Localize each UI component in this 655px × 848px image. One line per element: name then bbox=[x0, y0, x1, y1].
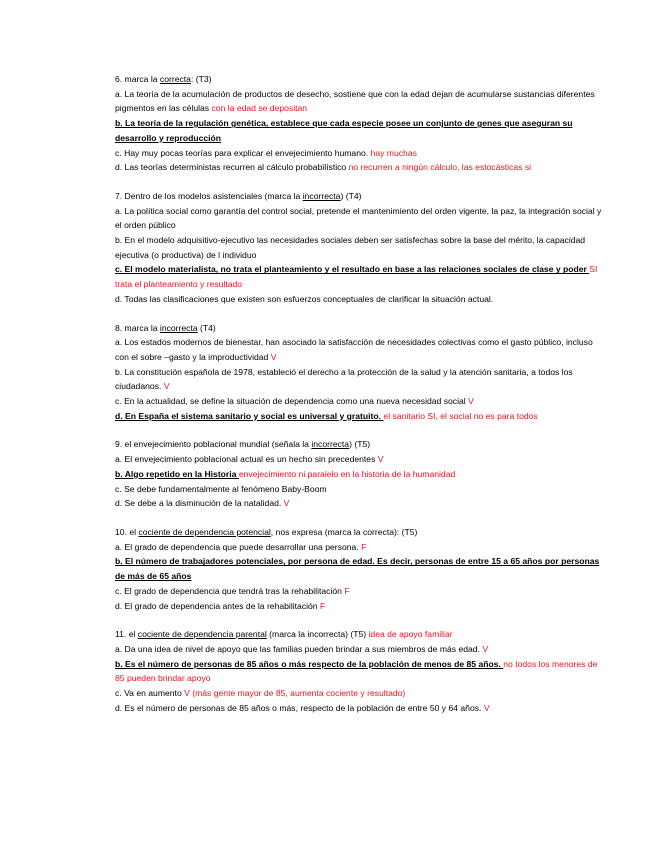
option-a: a. Los estados modernos de bienestar, han asociado la satisfacción de necesidades colectivas como el gasto público, incluso con el sobre –gasto y la improductividad V bbox=[115, 337, 593, 362]
option-d: d. En España el sistema sanitario y social es universal y gratuito. el sanitario SI, el social no es para todos bbox=[115, 410, 538, 421]
question-7 bbox=[115, 189, 605, 307]
annotation: V bbox=[483, 702, 490, 713]
question-title: 7. Dentro de los modelos asistenciales (marca la incorrecta) (T4) bbox=[115, 190, 362, 201]
question-6 bbox=[115, 72, 605, 175]
option-b: b. Es el número de personas de 85 años o más respecto de la población de menos de 85 años. no todos los menores de 85 pueden brindar apoyo bbox=[115, 658, 598, 684]
annotation: no todos los menores de 85 pueden brindar apoyo bbox=[115, 658, 598, 684]
option-d: d. El grado de dependencia antes de la rehabilitación F bbox=[115, 600, 326, 611]
option-c: c. El modelo materialista, no trata el planteamiento y el resultado en base a las relaciones sociales de clase y poder SI trata el planteamiento y resultado bbox=[115, 264, 598, 290]
option-b: b. El número de trabajadores potenciales, por persona de edad. Es decir, personas de entre 15 a 65 años por personas de más de 65 años bbox=[115, 556, 600, 582]
question-title: 11. el cociente de dependencia parental (marca la incorrecta) (T5) idea de apoyo familiar bbox=[115, 629, 453, 640]
question-title: 9. el envejecimiento poblacional mundial (señala la incorrecta) (T5) bbox=[115, 439, 371, 450]
option-a: a. El envejecimiento poblacional actual es un hecho sin precedentes V bbox=[115, 454, 384, 465]
question-title: 8. marca la incorrecta (T4) bbox=[115, 322, 216, 333]
option-b: b. En el modelo adquisitivo-ejecutivo las necesidades sociales deben ser satisfechas sobre la base del mérito, la capacidad ejecutiva (o productiva) de l individuo bbox=[115, 235, 586, 260]
option-b: b. Algo repetido en la Historia envejecimiento ni paralelo en la historia de la humanidad bbox=[115, 468, 456, 479]
option-d: d. Todas las clasificaciones que existen son esfuerzos conceptuales de clarificar la situación actual. bbox=[115, 293, 494, 304]
option-a: a. La teoría de la acumulación de productos de desecho, sostiene que con la edad dejan de acumularse sustancias diferentes pigmentos en las células con la edad se depositan bbox=[115, 88, 595, 114]
option-c: c. Va en aumento V (más gente mayor de 85, aumenta cociente y resultado) bbox=[115, 688, 406, 699]
annotation: V bbox=[283, 498, 290, 509]
option-c: c. El grado de dependencia que tendrá tras la rehabilitación F bbox=[115, 585, 350, 596]
question-9 bbox=[115, 437, 605, 511]
question-10 bbox=[115, 525, 605, 613]
question-title: 6. marca la correcta: (T3) bbox=[115, 74, 212, 84]
annotation: V bbox=[377, 454, 384, 465]
annotation: idea de apoyo familiar bbox=[368, 629, 453, 640]
annotation: envejecimiento ni paralelo en la historia de la humanidad bbox=[238, 468, 456, 479]
annotation: V bbox=[482, 643, 489, 654]
option-a: a. El grado de dependencia que puede desarrollar una persona. F bbox=[115, 541, 367, 552]
annotation: no recurren a ningún cálculo, las estocásticas si bbox=[348, 162, 532, 173]
question-8 bbox=[115, 321, 605, 424]
annotation: hay muchas bbox=[370, 147, 417, 158]
annotation: con la edad se depositan bbox=[211, 103, 308, 114]
annotation: F bbox=[319, 600, 326, 611]
option-c: c. Se debe fundamentalmente al fenómeno Baby-Boom bbox=[115, 483, 327, 494]
question-11 bbox=[115, 627, 605, 715]
option-a: a. La política social como garantía del control social, pretende el mantenimiento del orden vigente, la paz, la integración social y el orden público bbox=[115, 205, 602, 231]
option-c: c. Hay muy pocas teorías para explicar el envejecimiento humano. hay muchas bbox=[115, 147, 417, 158]
annotation: SI trata el planteamiento y resultado bbox=[115, 264, 598, 290]
option-c: c. En la actualidad, se define la situación de dependencia como una nueva necesidad social V bbox=[115, 396, 474, 407]
annotation: F bbox=[344, 585, 350, 596]
option-b: b. La teoría de la regulación genética, establece que cada especie posee un conjunto de genes que aseguran su desarrollo y reproducción bbox=[115, 118, 573, 143]
annotation: F bbox=[361, 541, 367, 552]
option-d: d. Las teorías deterministas recurren al cálculo probabilístico no recurren a ningún cálculo, las estocásticas si bbox=[115, 162, 532, 173]
question-title: 10. el cociente de dependencia potencial, nos expresa (marca la correcta): (T5) bbox=[115, 526, 418, 537]
annotation: el sanitario SI, el social no es para todos bbox=[383, 410, 538, 421]
option-d: d. Es el número de personas de 85 años o más, respecto de la población de entre 50 y 64 años. V bbox=[115, 702, 490, 713]
option-b: b. La constitución española de 1978, estableció el derecho a la protección de la salud y la atención sanitaria, a todos los ciudadanos. V bbox=[115, 366, 573, 392]
annotation: V bbox=[163, 381, 170, 392]
annotation: V bbox=[270, 351, 277, 362]
exam-document bbox=[115, 72, 605, 729]
option-d: d. Se debe a la disminución de la natalidad. V bbox=[115, 498, 290, 509]
option-a: a. Da una idea de nivel de apoyo que las familias pueden brindar a sus miembros de más edad. V bbox=[115, 643, 489, 654]
annotation: V (más gente mayor de 85, aumenta cociente y resultado) bbox=[184, 688, 406, 699]
annotation: V bbox=[468, 396, 474, 407]
